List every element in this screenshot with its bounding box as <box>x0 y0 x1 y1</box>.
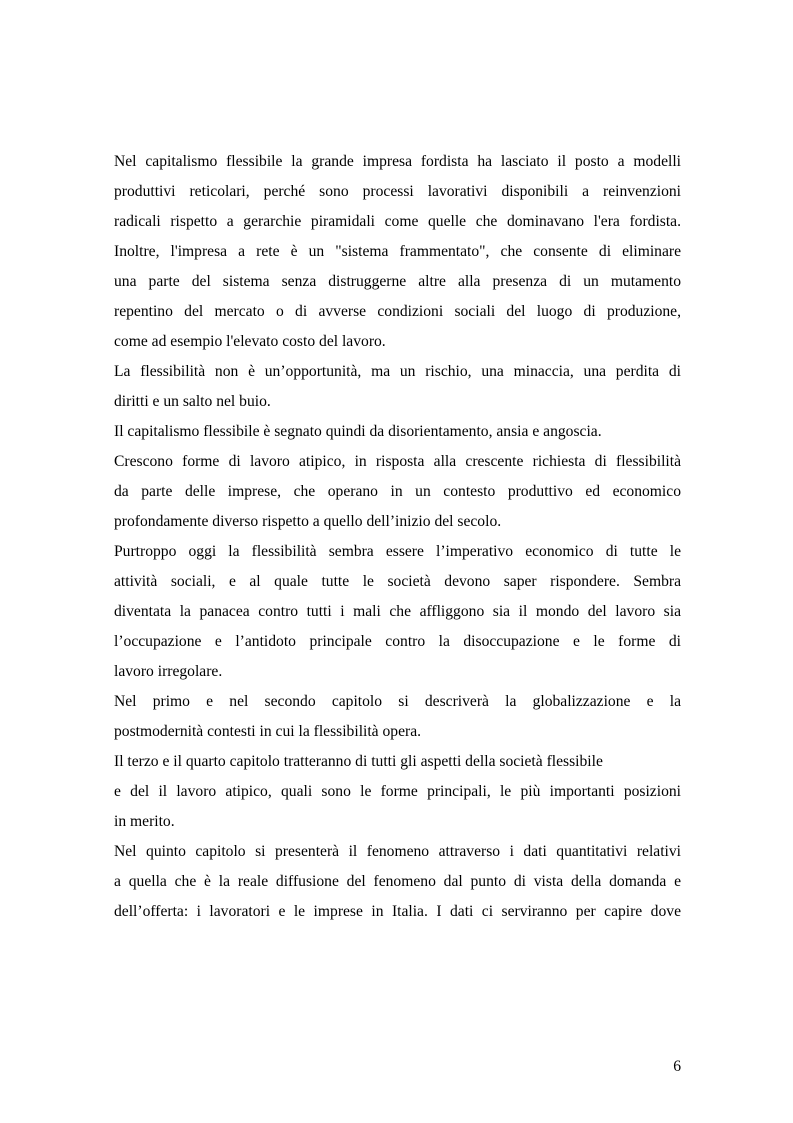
text-line: e del il lavoro atipico, quali sono le forme principali, le più importanti posizioni <box>114 783 681 800</box>
text-line: diventata la panacea contro tutti i mali che affliggono sia il mondo del lavoro sia <box>114 603 681 620</box>
text-line: Nel primo e nel secondo capitolo si descriverà la globalizzazione e la <box>114 693 681 710</box>
text-line: Il terzo e il quarto capitolo tratteranno di tutti gli aspetti della società flessibile <box>114 753 603 770</box>
text-line: Il capitalismo flessibile è segnato quindi da disorientamento, ansia e angoscia. <box>114 423 602 440</box>
text-line: profondamente diverso rispetto a quello dell’inizio del secolo. <box>114 513 502 530</box>
text-line: Nel quinto capitolo si presenterà il fenomeno attraverso i dati quantitativi relativi <box>114 843 681 860</box>
text-line: una parte del sistema senza distruggerne altre alla presenza di un mutamento <box>114 273 681 290</box>
text-line: Inoltre, l'impresa a rete è un "sistema frammentato", che consente di eliminare <box>114 243 681 260</box>
text-line: La flessibilità non è un’opportunità, ma un rischio, una minaccia, una perdita di <box>114 363 681 380</box>
text-line: dell’offerta: i lavoratori e le imprese in Italia. I dati ci serviranno per capire dove <box>114 903 681 920</box>
text-line: diritti e un salto nel buio. <box>114 393 271 410</box>
text-line: repentino del mercato o di avverse condizioni sociali del luogo di produzione, <box>114 303 681 320</box>
text-line: in merito. <box>114 813 175 830</box>
text-line: da parte delle imprese, che operano in un contesto produttivo ed economico <box>114 483 681 500</box>
text-line: come ad esempio l'elevato costo del lavoro. <box>114 333 386 350</box>
text-line: attività sociali, e al quale tutte le società devono saper rispondere. Sembra <box>114 573 681 590</box>
text-line: a quella che è la reale diffusione del fenomeno dal punto di vista della domanda e <box>114 873 681 890</box>
text-line: Nel capitalismo flessibile la grande impresa fordista ha lasciato il posto a modelli <box>114 153 681 170</box>
text-line: Crescono forme di lavoro atipico, in risposta alla crescente richiesta di flessibilità <box>114 453 681 470</box>
text-line: radicali rispetto a gerarchie piramidali come quelle che dominavano l'era fordista. <box>114 213 681 230</box>
text-line: Purtroppo oggi la flessibilità sembra essere l’imperativo economico di tutte le <box>114 543 681 560</box>
text-line: produttivi reticolari, perché sono processi lavorativi disponibili a reinvenzioni <box>114 183 681 200</box>
text-line: lavoro irregolare. <box>114 663 223 680</box>
page-number: 6 <box>673 1058 681 1075</box>
text-line: postmodernità contesti in cui la flessibilità opera. <box>114 723 422 740</box>
body-text <box>114 147 681 927</box>
text-line: l’occupazione e l’antidoto principale contro la disoccupazione e le forme di <box>114 633 681 650</box>
